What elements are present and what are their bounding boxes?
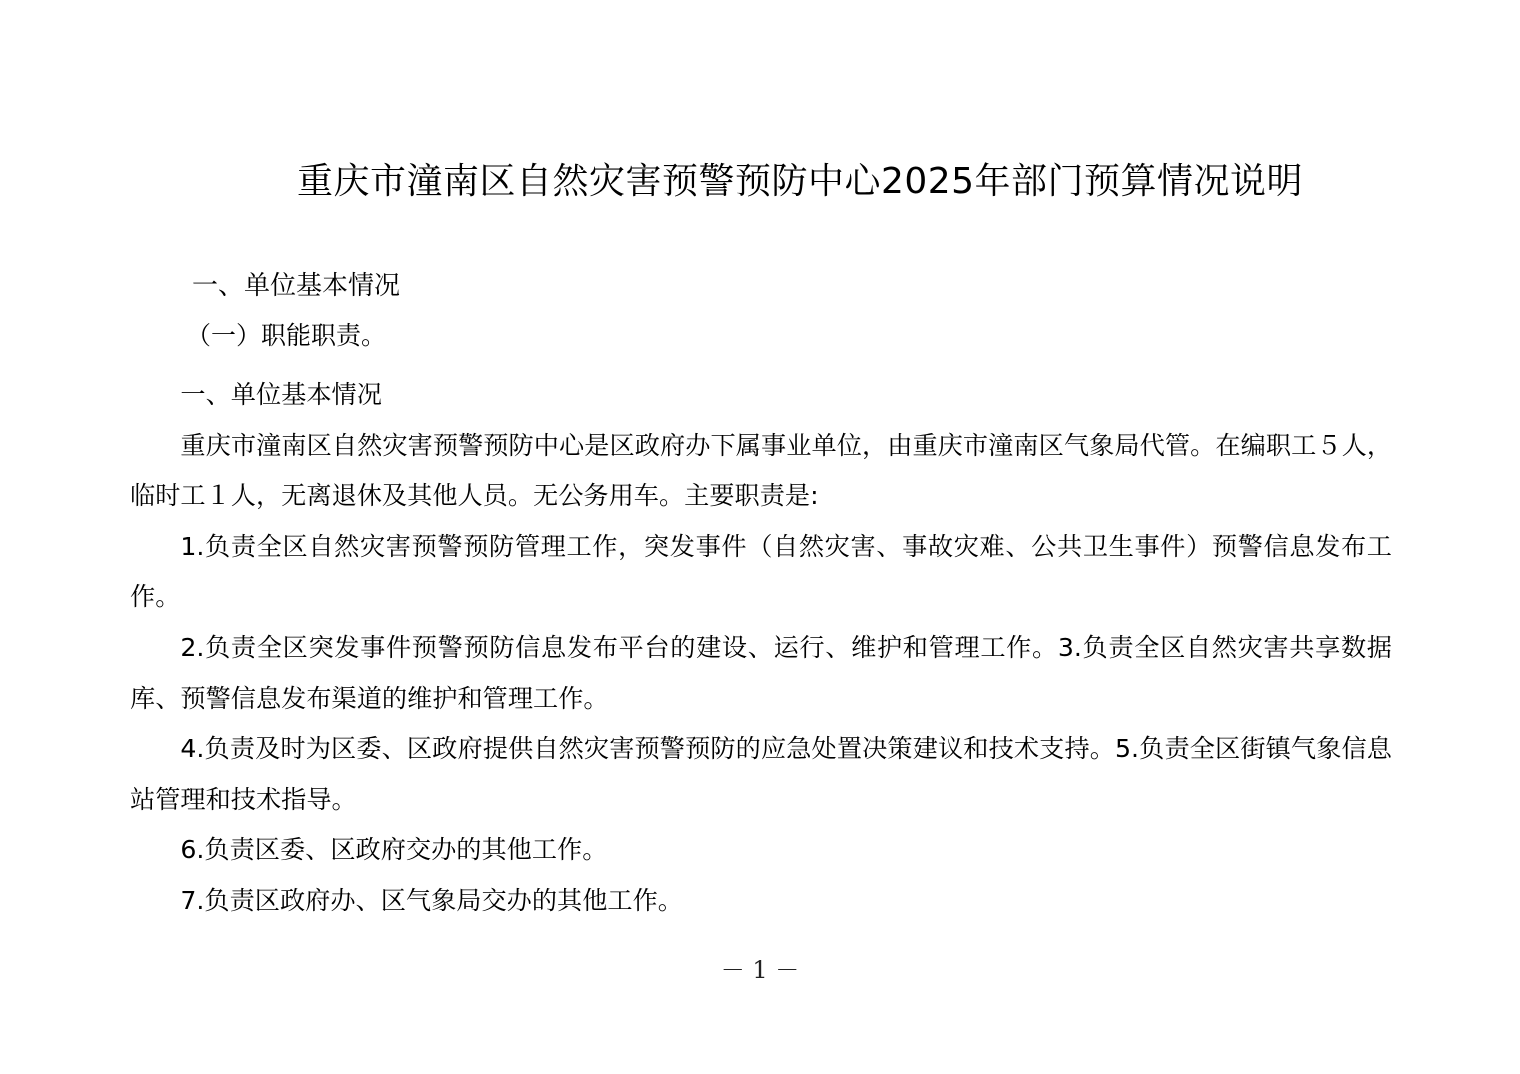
body-paragraph-intro: 重庆市潼南区自然灾害预警预防中心是区政府办下属事业单位，由重庆市潼南区气象局代管。在编职工５人，临时工１人，无离退休及其他人员。无公务用车。主要职责是: — [130, 430, 1392, 511]
body-paragraph-duty-4-5: 4.负责及时为区委、区政府提供自然灾害预警预防的应急处置决策建议和技术支持。5.负责全区街镇气象信息站管理和技术指导。 — [130, 734, 1392, 814]
section-heading-unit-basic-info: 一、单位基本情况 — [192, 271, 401, 301]
document-body — [130, 370, 1392, 927]
body-paragraph-duty-2-3: 2.负责全区突发事件预警预防信息发布平台的建设、运行、维护和管理工作。3.负责全区自然灾害共享数据库、预警信息发布渠道的维护和管理工作。 — [130, 632, 1392, 713]
document-title: 重庆市潼南区自然灾害预警预防中心2025年部门预算情况说明 — [296, 161, 1304, 202]
body-paragraph-duty-1: 1.负责全区自然灾害预警预防管理工作，突发事件（自然灾害、事故灾难、公共卫生事件）预警信息发布工作。 — [130, 531, 1392, 612]
subsection-heading-functions: （一）职能职责。 — [186, 321, 387, 350]
page-number: － 1 － — [720, 956, 800, 984]
body-paragraph-duty-6: 6.负责区委、区政府交办的其他工作。 — [180, 835, 608, 865]
body-paragraph-duty-7: 7.负责区政府办、区气象局交办的其他工作。 — [180, 885, 683, 915]
body-paragraph-heading: 一、单位基本情况 — [180, 380, 382, 409]
